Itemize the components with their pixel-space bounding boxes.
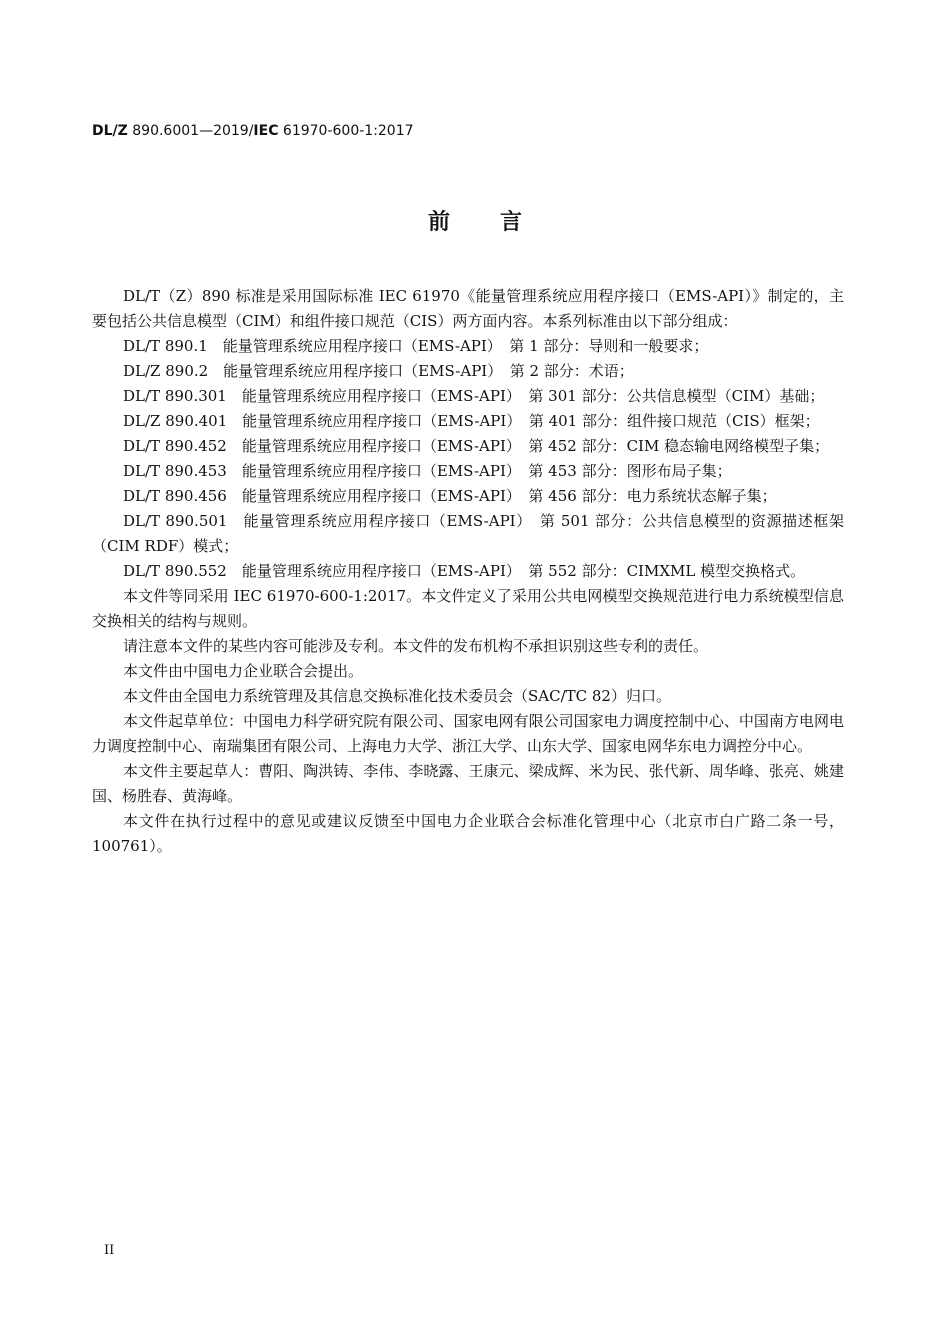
committee-paragraph: 本文件由全国电力系统管理及其信息交换标准化技术委员会（SAC/TC 82）归口。 bbox=[123, 687, 671, 705]
drafters-paragraph: 本文件主要起草人：曹阳、陶洪铸、李伟、李晓露、王康元、梁成辉、米为民、张代新、周华峰、张亮、姚建国、杨胜春、黄海峰。 bbox=[92, 762, 844, 805]
header-number-1: 890.6001—2019/ bbox=[127, 123, 254, 139]
header-iec: IEC bbox=[253, 123, 279, 139]
patent-notice-paragraph: 请注意本文件的某些内容可能涉及专利。本文件的发布机构不承担识别这些专利的责任。 bbox=[123, 637, 709, 655]
header-prefix: DL/Z bbox=[92, 123, 128, 139]
part-list-item: DL/T 890.452 能量管理系统应用程序接口（EMS-API） 第 452 部分：CIM 稳态输电网络模型子集； bbox=[123, 437, 830, 455]
part-list-item: DL/T 890.552 能量管理系统应用程序接口（EMS-API） 第 552 部分：CIMXML 模型交换格式。 bbox=[123, 562, 806, 580]
part-list-item: DL/T 890.453 能量管理系统应用程序接口（EMS-API） 第 453 部分：图形布局子集； bbox=[123, 462, 732, 480]
part-list-item: DL/Z 890.2 能量管理系统应用程序接口（EMS-API） 第 2 部分：术语； bbox=[123, 362, 634, 380]
part-list-item: DL/T 890.1 能量管理系统应用程序接口（EMS-API） 第 1 部分：导则和一般要求； bbox=[123, 337, 709, 355]
proposer-paragraph: 本文件由中国电力企业联合会提出。 bbox=[123, 662, 364, 680]
feedback-paragraph: 本文件在执行过程中的意见或建议反馈至中国电力企业联合会标准化管理中心（北京市白广路二条一号，100761）。 bbox=[92, 812, 844, 855]
drafting-units-paragraph: 本文件起草单位：中国电力科学研究院有限公司、国家电网有限公司国家电力调度控制中心、中国南方电网电力调度控制中心、南瑞集团有限公司、上海电力大学、浙江大学、山东大学、国家电网华东电力调控分中心。 bbox=[92, 712, 844, 755]
foreword-body bbox=[92, 284, 844, 859]
page-title: 前言 bbox=[427, 210, 572, 235]
document-header bbox=[92, 123, 414, 139]
page-number: II bbox=[104, 1243, 115, 1258]
part-list-item: DL/Z 890.401 能量管理系统应用程序接口（EMS-API） 第 401 部分：组件接口规范（CIS）框架； bbox=[123, 412, 820, 430]
part-list-item: DL/T 890.501 能量管理系统应用程序接口（EMS-API） 第 501 部分：公共信息模型的资源描述框架（CIM RDF）模式； bbox=[92, 512, 844, 555]
header-number-2: 61970-600-1:2017 bbox=[278, 123, 414, 139]
adoption-paragraph: 本文件等同采用 IEC 61970-600-1:2017。本文件定义了采用公共电网模型交换规范进行电力系统模型信息交换相关的结构与规则。 bbox=[92, 587, 844, 630]
intro-paragraph: DL/T（Z）890 标准是采用国际标准 IEC 61970《能量管理系统应用程序接口（EMS-API）》制定的，主要包括公共信息模型（CIM）和组件接口规范（CIS）两方面内容。本系列标准由以下部分组成： bbox=[92, 287, 844, 330]
part-list-item: DL/T 890.301 能量管理系统应用程序接口（EMS-API） 第 301 部分：公共信息模型（CIM）基础； bbox=[123, 387, 825, 405]
part-list-item: DL/T 890.456 能量管理系统应用程序接口（EMS-API） 第 456 部分：电力系统状态解子集； bbox=[123, 487, 777, 505]
